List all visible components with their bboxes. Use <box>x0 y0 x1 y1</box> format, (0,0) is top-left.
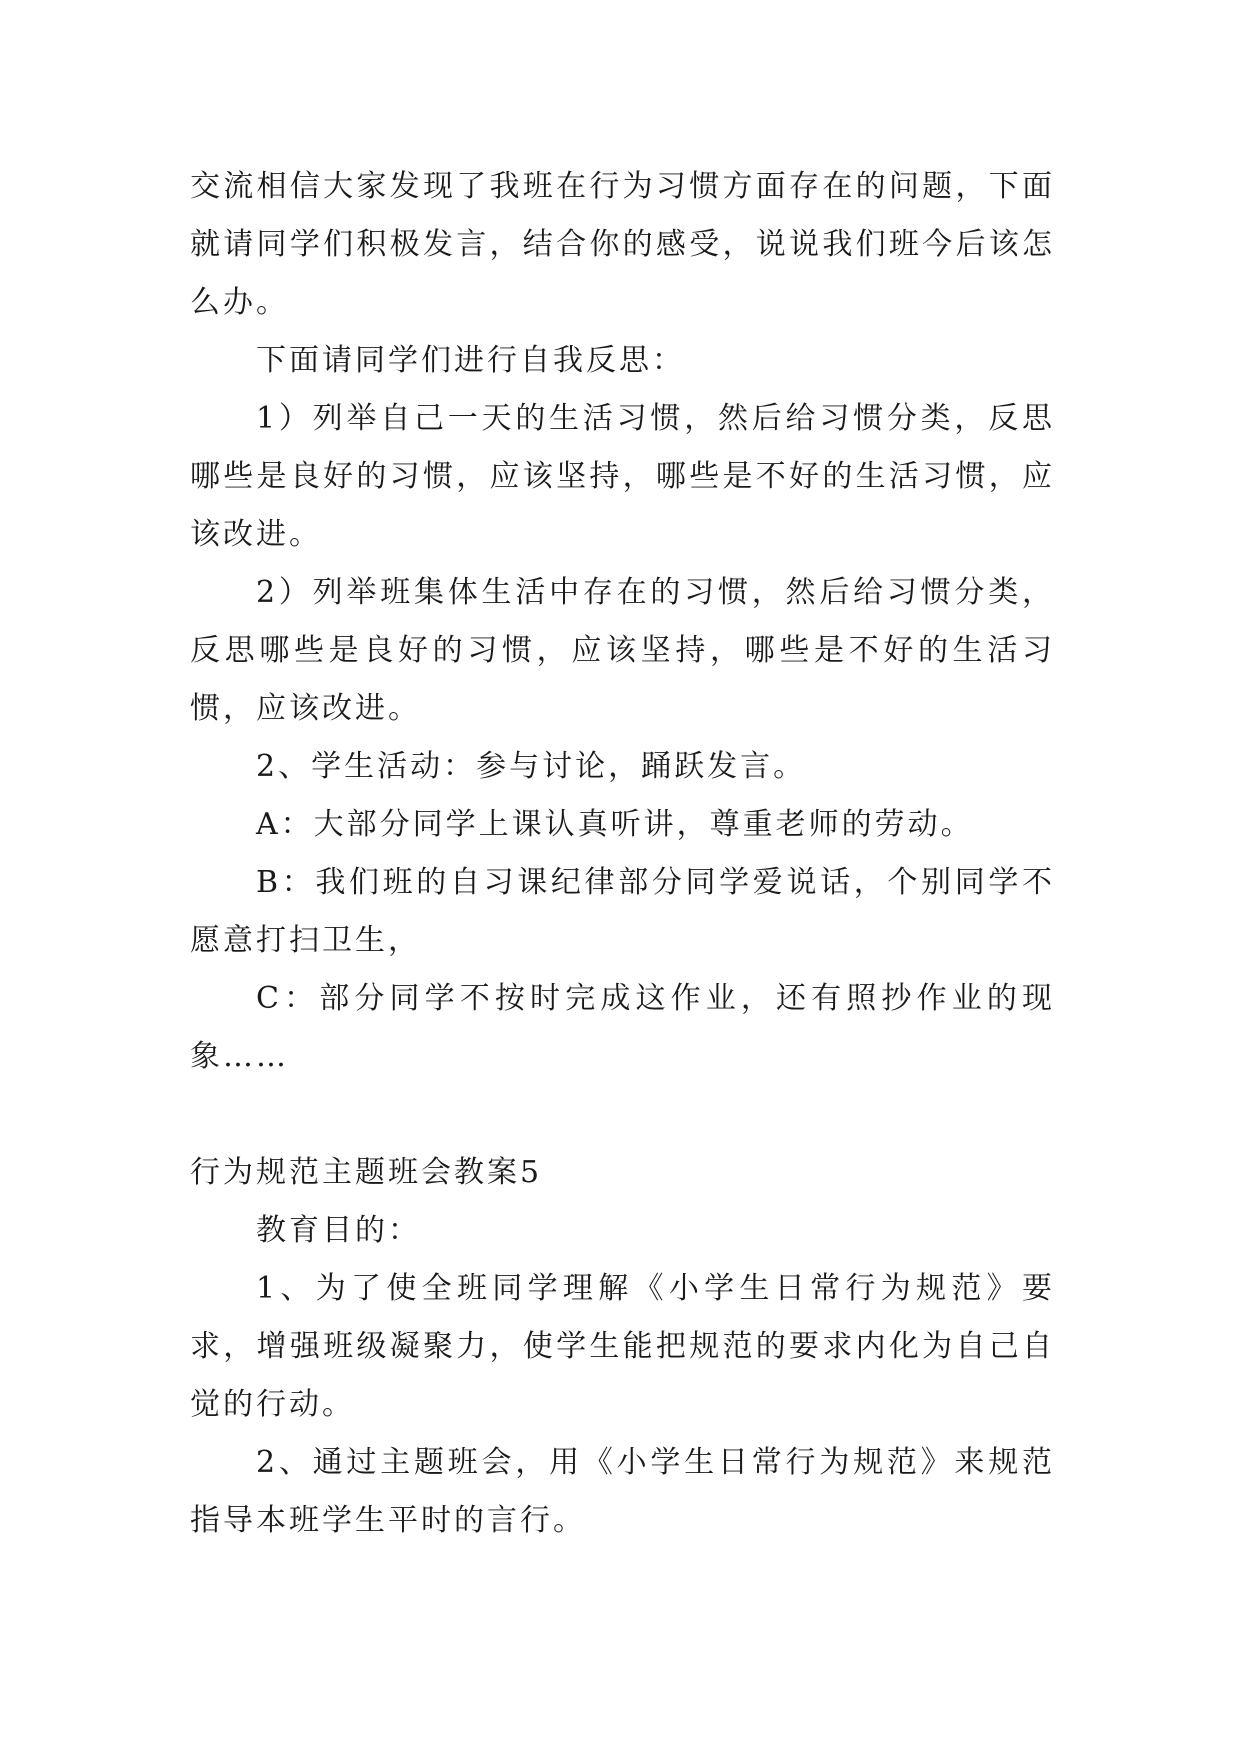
paragraph-intro: 交流相信大家发现了我班在行为习惯方面存在的问题，下面就请同学们积极发言，结合你的感受，说说我们班今后该怎么办。 <box>190 169 1055 320</box>
paragraph-item-b: B：我们班的自习课纪律部分同学爱说话，个别同学不愿意打扫卫生， <box>190 865 1055 958</box>
document-body <box>190 158 1055 1550</box>
paragraph-item-c: C：部分同学不按时完成这作业，还有照抄作业的现象…… <box>190 981 1055 1074</box>
paragraph-reflection-prompt: 下面请同学们进行自我反思： <box>256 343 685 378</box>
paragraph-item-a: A：大部分同学上课认真听讲，尊重老师的劳动。 <box>256 807 974 842</box>
section-title: 行为规范主题班会教案5 <box>190 1155 543 1190</box>
paragraph-goal-1: 1、为了使全班同学理解《小学生日常行为规范》要求，增强班级凝聚力，使学生能把规范的要求内化为自己自觉的行动。 <box>190 1271 1055 1422</box>
paragraph-education-goal: 教育目的： <box>256 1213 421 1248</box>
paragraph-personal-habits: 1）列举自己一天的生活习惯，然后给习惯分类，反思哪些是良好的习惯，应该坚持，哪些是不好的生活习惯，应该改进。 <box>190 401 1055 552</box>
paragraph-class-habits: 2）列举班集体生活中存在的习惯，然后给习惯分类，反思哪些是良好的习惯，应该坚持，哪些是不好的生活习惯，应该改进。 <box>190 575 1055 726</box>
paragraph-student-activity: 2、学生活动：参与讨论，踊跃发言。 <box>256 749 807 784</box>
paragraph-goal-2: 2、通过主题班会，用《小学生日常行为规范》来规范指导本班学生平时的言行。 <box>190 1445 1055 1538</box>
